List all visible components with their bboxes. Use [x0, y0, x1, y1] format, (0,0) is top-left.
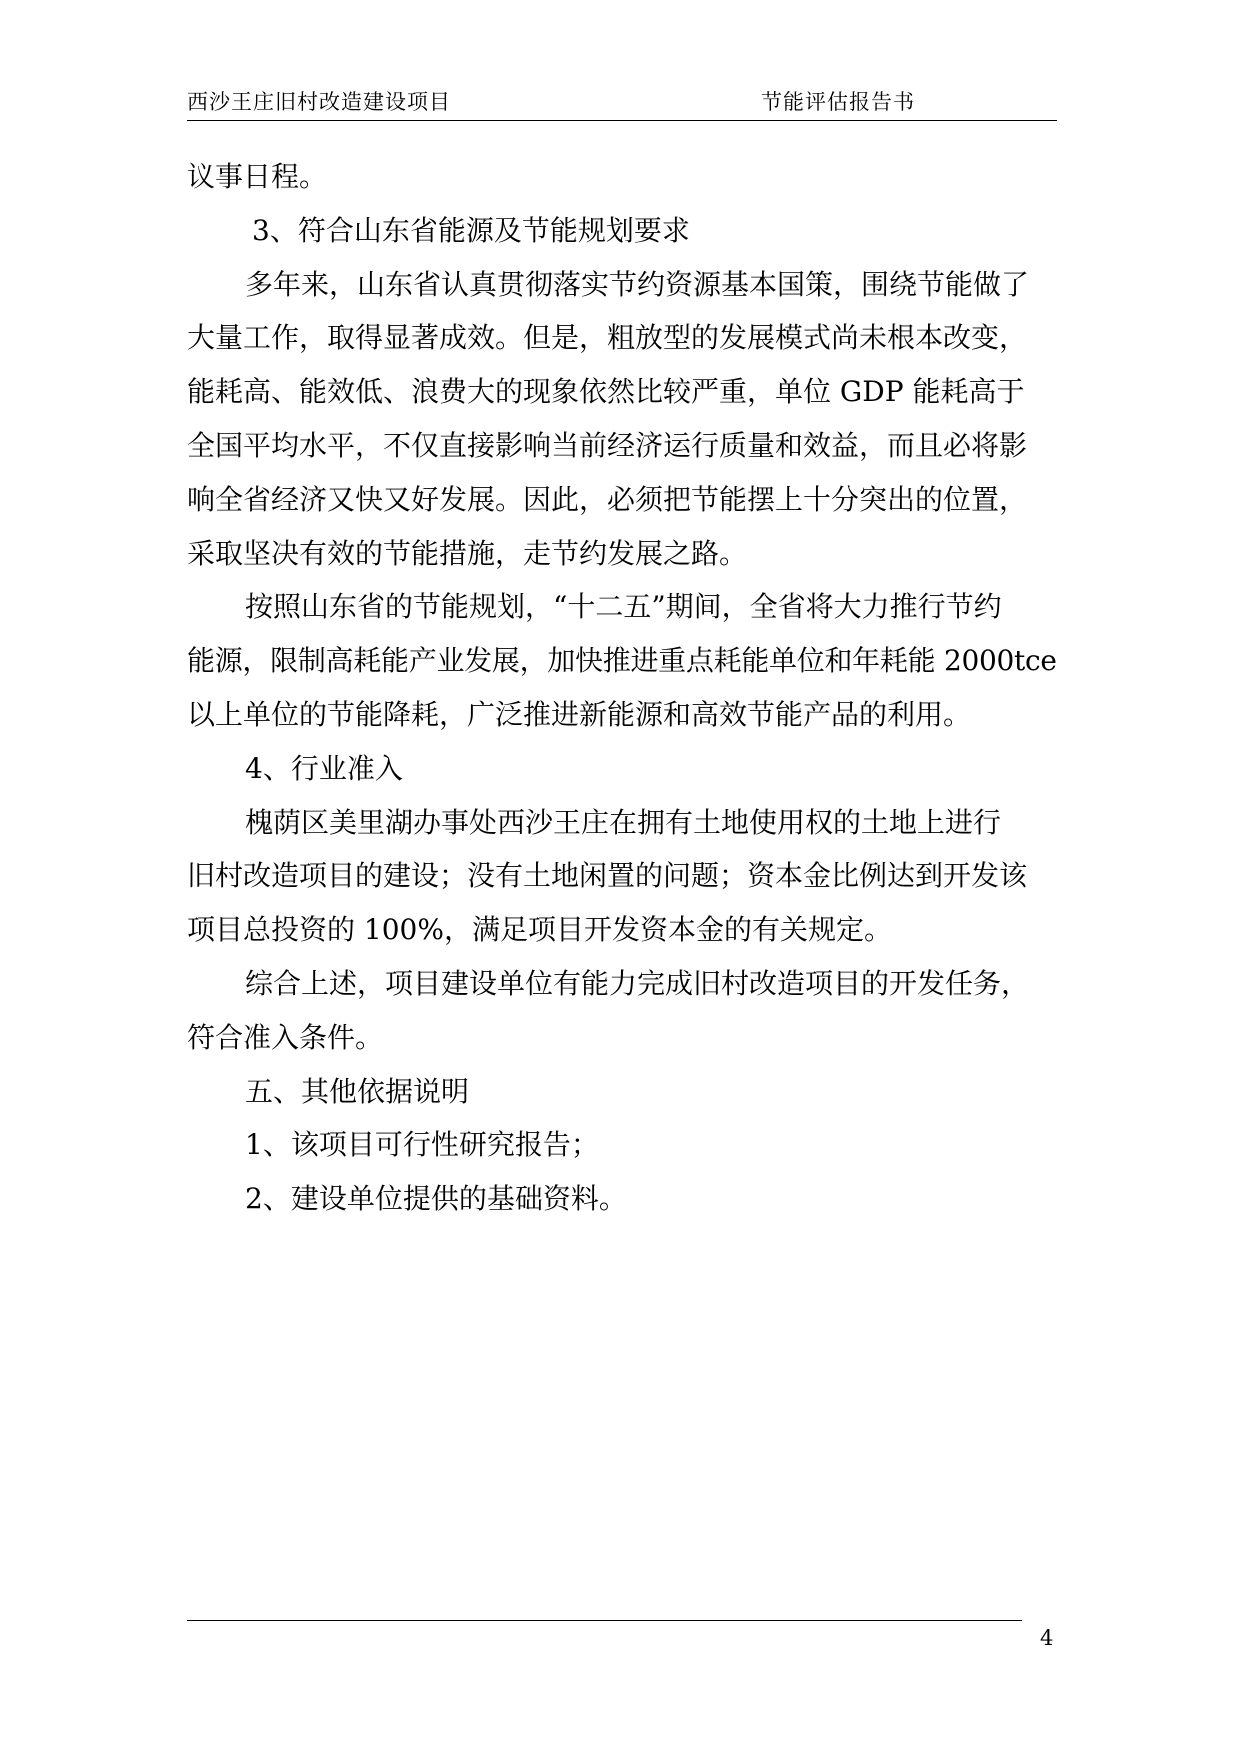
list-item: 2、建设单位提供的基础资料。 — [245, 1182, 627, 1216]
text-line: 按照山东省的节能规划，“十二五”期间，全省将大力推行节约 — [245, 590, 1002, 624]
body-text — [187, 150, 1057, 1226]
text-line: 采取坚决有效的节能措施，走节约发展之路。 — [187, 536, 748, 570]
text-line: 响全省经济又快又好发展。因此，必须把节能摆上十分突出的位置， — [187, 482, 1028, 516]
text-line: 议事日程。 — [187, 160, 328, 193]
text-line: 多年来，山东省认真贯彻落实节约资源基本国策，围绕节能做了 — [245, 267, 1030, 301]
list-item: 1、该项目可行性研究报告； — [245, 1128, 599, 1162]
text-line: 综合上述，项目建设单位有能力完成旧村改造项目的开发任务， — [245, 966, 1030, 1000]
header-report-title: 节能评估报告书 — [761, 90, 915, 114]
page-header — [187, 86, 1057, 120]
text-line: 旧村改造项目的建设；没有土地闲置的问题；资本金比例达到开发该 — [187, 859, 1028, 893]
text-line: 以上单位的节能降耗，广泛推进新能源和高效节能产品的利用。 — [187, 697, 972, 731]
text-line: 全国平均水平，不仅直接影响当前经济运行质量和效益，而且必将影 — [187, 428, 1028, 462]
text-line: 大量工作，取得显著成效。但是，粗放型的发展模式尚未根本改变， — [187, 321, 1028, 355]
text-line: 能耗高、能效低、浪费大的现象依然比较严重，单位 GDP 能耗高于 — [187, 375, 1025, 409]
text-line: 能源，限制高耗能产业发展，加快推进重点耗能单位和年耗能 2000tce — [187, 644, 1057, 678]
header-rule — [187, 120, 1057, 121]
text-line: 符合准入条件。 — [187, 1020, 384, 1054]
footer-rule — [187, 1620, 1022, 1621]
header-project-title: 西沙王庄旧村改造建设项目 — [187, 90, 451, 114]
text-line: 槐荫区美里湖办事处西沙王庄在拥有土地使用权的土地上进行 — [245, 805, 1002, 839]
section-heading: 3、符合山东省能源及节能规划要求 — [252, 213, 690, 247]
section-heading: 五、其他依据说明 — [245, 1074, 470, 1108]
section-heading: 4、行业准入 — [245, 751, 403, 785]
page-number: 4 — [1040, 1626, 1054, 1650]
text-line: 项目总投资的 100%，满足项目开发资本金的有关规定。 — [187, 913, 892, 947]
